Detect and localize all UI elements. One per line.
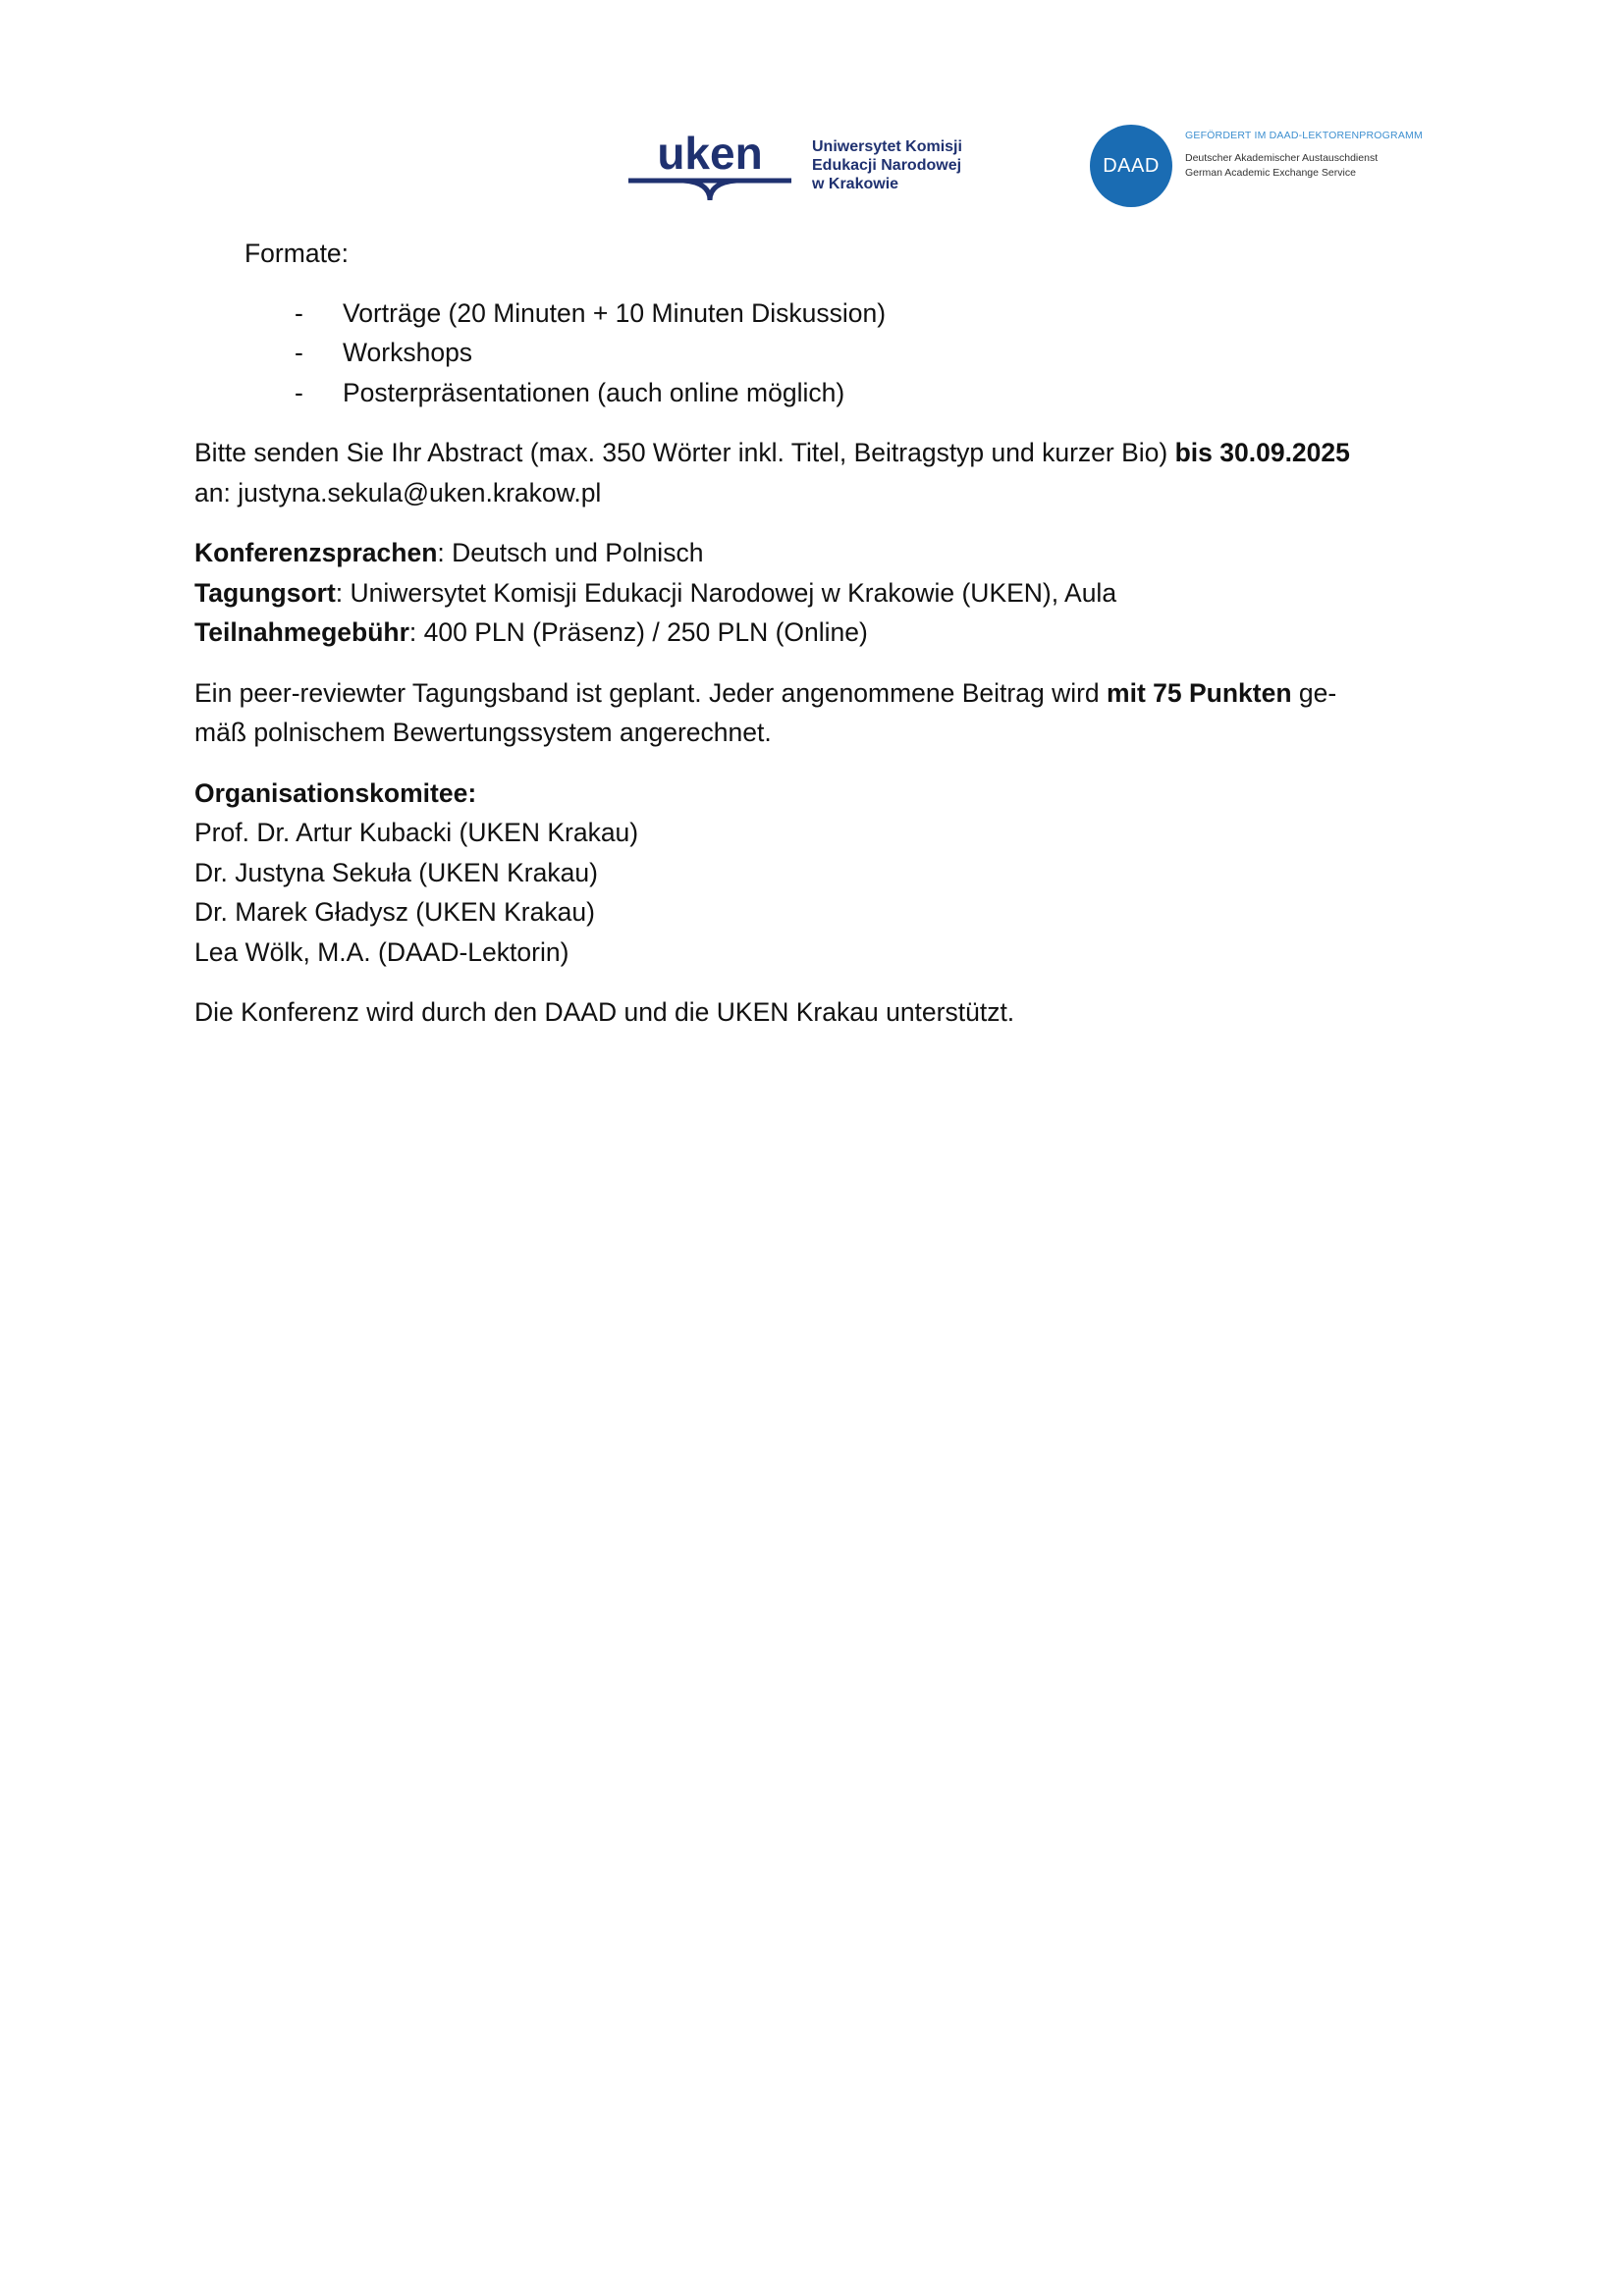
fee-label: Teilnahmegebühr	[194, 617, 409, 647]
format-talks: Vorträge (20 Minuten + 10 Minuten Diskussion)	[343, 297, 887, 328]
uken-name-line-2: Edukacji Narodowej	[812, 157, 962, 174]
daad-logo	[1090, 125, 1172, 207]
committee-member: Dr. Marek Gładysz (UKEN Krakau)	[194, 897, 595, 927]
bullet-dash: -	[295, 338, 303, 367]
support-note: Die Konferenz wird durch den DAAD und die UKEN Krakau unterstützt.	[194, 997, 1015, 1027]
letterhead	[0, 0, 1624, 226]
proceedings-text: Ein peer-reviewter Tagungsband ist geplant. Jeder angenommene Beitrag wird	[194, 677, 1100, 708]
committee-heading: Organisationskomitee:	[194, 777, 477, 808]
daad-logo-text: DAAD	[1103, 154, 1160, 177]
uken-logo	[626, 135, 793, 206]
bullet-dash: -	[295, 297, 303, 328]
document-body	[194, 234, 1441, 1033]
list-item	[194, 333, 1441, 373]
languages-value: : Deutsch und Polnisch	[437, 538, 704, 567]
submission-deadline: bis 30.09.2025	[1174, 438, 1350, 467]
submission-paragraph	[194, 433, 1441, 512]
format-workshops: Workshops	[343, 338, 473, 367]
conference-details	[194, 533, 1441, 653]
submission-text: Bitte senden Sie Ihr Abstract (max. 350 Wörter inkl. Titel, Beitragstyp und kurzer Bio)	[194, 438, 1168, 467]
fee-value: : 400 PLN (Präsenz) / 250 PLN (Online)	[408, 617, 868, 647]
uken-institution-name	[812, 137, 962, 193]
proceedings-points: mit 75 Punkten	[1107, 677, 1292, 708]
committee-section	[194, 774, 1441, 973]
format-posters: Posterpräsentationen (auch online möglich)	[343, 377, 845, 407]
committee-member: Dr. Justyna Sekuła (UKEN Krakau)	[194, 857, 598, 887]
daad-tagline: GEFÖRDERT IM DAAD-LEKTORENPROGRAMM	[1185, 130, 1423, 141]
submission-email: an: justyna.sekula@uken.krakow.pl	[194, 477, 602, 507]
uken-name-line-1: Uniwersytet Komisji	[812, 138, 962, 155]
proceedings-hyphen: ge-	[1298, 677, 1337, 708]
bullet-dash: -	[295, 377, 303, 407]
list-item	[194, 294, 1441, 334]
venue-value: : Uniwersytet Komisji Edukacji Narodowej w Krakowie (UKEN), Aula	[335, 577, 1117, 608]
daad-name-en: German Academic Exchange Service	[1185, 167, 1356, 179]
committee-member: Lea Wölk, M.A. (DAAD-Lektorin)	[194, 936, 569, 967]
uken-name-line-3: w Krakowie	[812, 176, 899, 192]
venue-label: Tagungsort	[194, 577, 336, 608]
proceedings-paragraph	[194, 673, 1441, 753]
list-item	[194, 373, 1441, 413]
formats-list	[194, 294, 1441, 413]
daad-name	[1185, 151, 1378, 181]
formats-heading: Formate:	[244, 239, 350, 268]
languages-label: Konferenzsprachen	[194, 538, 438, 567]
committee-member: Prof. Dr. Artur Kubacki (UKEN Krakau)	[194, 818, 639, 847]
proceedings-text-cont: mäß polnischem Bewertungssystem angerechnet.	[194, 718, 772, 747]
uken-wordmark: uken	[657, 135, 763, 179]
daad-name-de: Deutscher Akademischer Austauschdienst	[1185, 152, 1379, 164]
